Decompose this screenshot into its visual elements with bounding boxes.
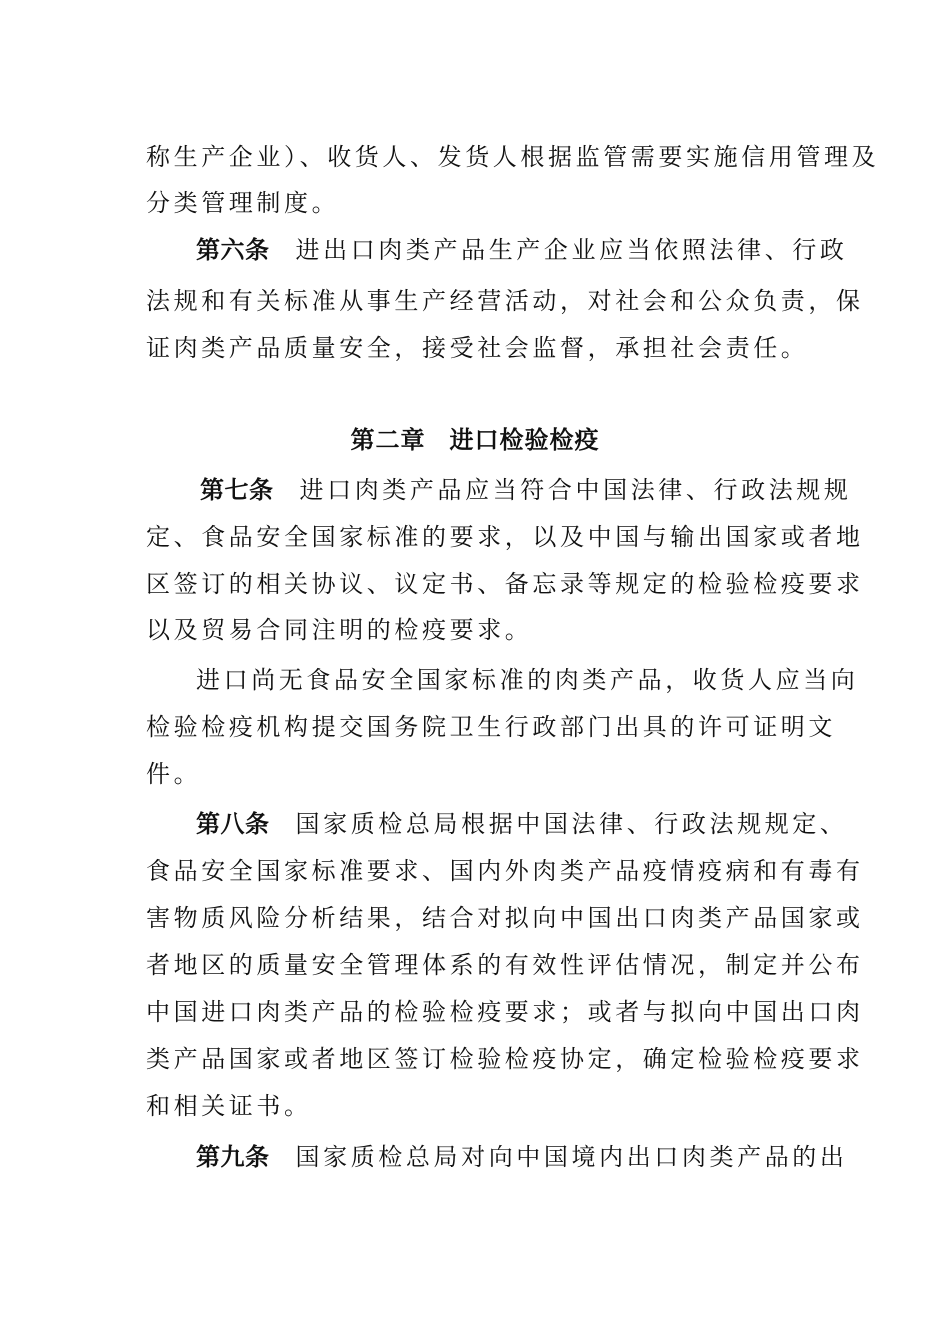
text-line: 者地区的质量安全管理体系的有效性评估情况，制定并公布 [146,951,864,979]
chapter-title: 进口检验检疫 [449,426,600,454]
text-line: 进出口肉类产品生产企业应当依照法律、行政 [295,236,848,264]
article-9-first-line [196,1141,848,1173]
text-line: 和相关证书。 [146,1092,312,1120]
article-6-label: 第六条 [196,236,270,264]
chapter-heading [0,424,950,456]
article-6-first-line [196,234,848,266]
article-7-first-line [200,474,852,506]
text-line: 检验检疫机构提交国务院卫生行政部门出具的许可证明文 [146,713,836,741]
text-line: 区签订的相关协议、议定书、备忘录等规定的检验检疫要求 [146,570,864,598]
text-line: 件。 [146,760,202,788]
article-9-label: 第九条 [196,1143,270,1171]
text-line: 以及贸易合同注明的检疫要求。 [146,616,533,644]
text-line: 定、食品安全国家标准的要求，以及中国与输出国家或者地 [146,523,864,551]
text-line: 国家质检总局对向中国境内出口肉类产品的出 [295,1143,848,1171]
text-line: 法规和有关标准从事生产经营活动，对社会和公众负责，保 [146,287,864,315]
text-line: 分类管理制度。 [146,189,340,217]
text-line: 类产品国家或者地区签订检验检疫协定，确定检验检疫要求 [146,1045,864,1073]
article-7-label: 第七条 [200,476,274,504]
text-line: 证肉类产品质量安全，接受社会监督，承担社会责任。 [146,334,809,362]
text-line: 食品安全国家标准要求、国内外肉类产品疫情疫病和有毒有 [146,857,864,885]
chapter-number: 第二章 [350,426,426,454]
article-8-first-line [196,808,848,840]
text-line: 害物质风险分析结果，结合对拟向中国出口肉类产品国家或 [146,904,864,932]
article-8-label: 第八条 [196,810,270,838]
text-line: 进口尚无食品安全国家标准的肉类产品，收货人应当向 [196,666,859,694]
text-line: 国家质检总局根据中国法律、行政法规规定、 [295,810,848,838]
text-line: 进口肉类产品应当符合中国法律、行政法规规 [299,476,852,504]
text-line: 称生产企业）、收货人、发货人根据监管需要实施信用管理及 [146,143,880,171]
text-line: 中国进口肉类产品的检验检疫要求；或者与拟向中国出口肉 [146,998,864,1026]
